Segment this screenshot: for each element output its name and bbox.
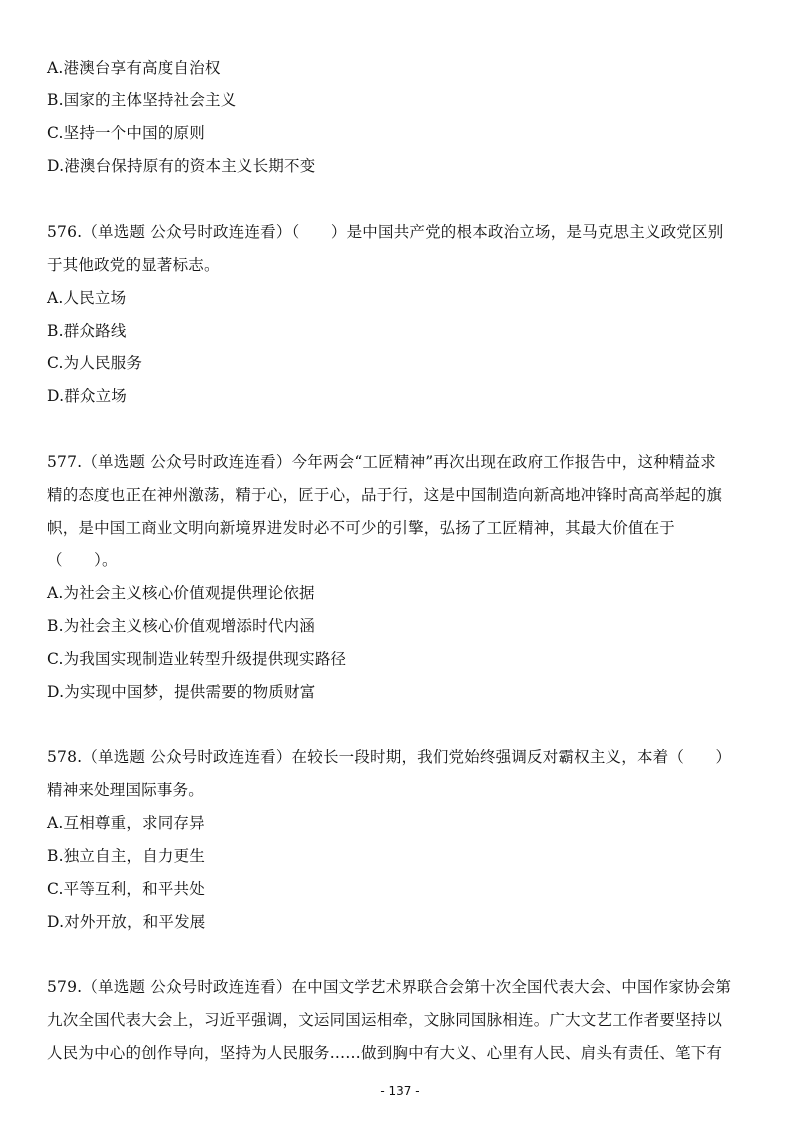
- question-576-option-c: C.为人民服务: [47, 354, 143, 372]
- question-579-stem: 579.（单选题 公众号时政连连看）在中国文学艺术界联合会第十次全国代表大会、中国作家协会第: [47, 978, 732, 996]
- option-line: D.港澳台保持原有的资本主义长期不变: [47, 157, 316, 175]
- question-576-option-a: A.人民立场: [47, 289, 127, 307]
- question-576-option-b: B.群众路线: [47, 322, 127, 340]
- question-578-option-d: D.对外开放，和平发展: [47, 913, 206, 931]
- question-577-stem: 577.（单选题 公众号时政连连看）今年两会“工匠精神”再次出现在政府工作报告中，这种精益求: [47, 453, 716, 471]
- question-577-option-a: A.为社会主义核心价值观提供理论依据: [47, 584, 315, 602]
- option-line: B.国家的主体坚持社会主义: [47, 91, 237, 109]
- question-578-option-c: C.平等互利，和平共处: [47, 880, 205, 898]
- question-578-option-a: A.互相尊重，求同存异: [47, 814, 205, 832]
- question-576-stem: 于其他政党的显著标志。: [47, 256, 220, 274]
- question-579-stem: 人民为中心的创作导向，坚持为人民服务……做到胸中有大义、心里有人民、肩头有责任、笔下有: [47, 1044, 723, 1062]
- question-577-stem: 帜，是中国工商业文明向新境界进发时必不可少的引擎，弘扬了工匠精神，其最大价值在于: [47, 519, 676, 537]
- question-578-stem: 578.（单选题 公众号时政连连看）在较长一段时期，我们党始终强调反对霸权主义，本着（ ）: [47, 748, 732, 766]
- question-579-stem: 九次全国代表大会上，习近平强调，文运同国运相牵，文脉同国脉相连。广大文艺工作者要坚持以: [47, 1011, 723, 1029]
- question-578-stem: 精神来处理国际事务。: [47, 781, 205, 799]
- question-577-option-b: B.为社会主义核心价值观增添时代内涵: [47, 617, 315, 635]
- option-line: C.坚持一个中国的原则: [47, 124, 205, 142]
- question-577-stem: 精的态度也正在神州激荡，精于心，匠于心，品于行，这是中国制造向新高地冲锋时高高举起的旗: [47, 486, 723, 504]
- question-577-option-c: C.为我国实现制造业转型升级提供现实路径: [47, 650, 347, 668]
- option-line: A.港澳台享有高度自治权: [47, 59, 221, 77]
- question-577-stem: （ ）。: [47, 551, 118, 569]
- question-576-stem: 576.（单选题 公众号时政连连看）（ ）是中国共产党的根本政治立场，是马克思主义政党区别: [47, 223, 724, 241]
- question-578-option-b: B.独立自主，自力更生: [47, 847, 206, 865]
- question-577-option-d: D.为实现中国梦，提供需要的物质财富: [47, 683, 316, 701]
- question-576-option-d: D.群众立场: [47, 387, 128, 405]
- page-number: - 137 -: [380, 1084, 420, 1098]
